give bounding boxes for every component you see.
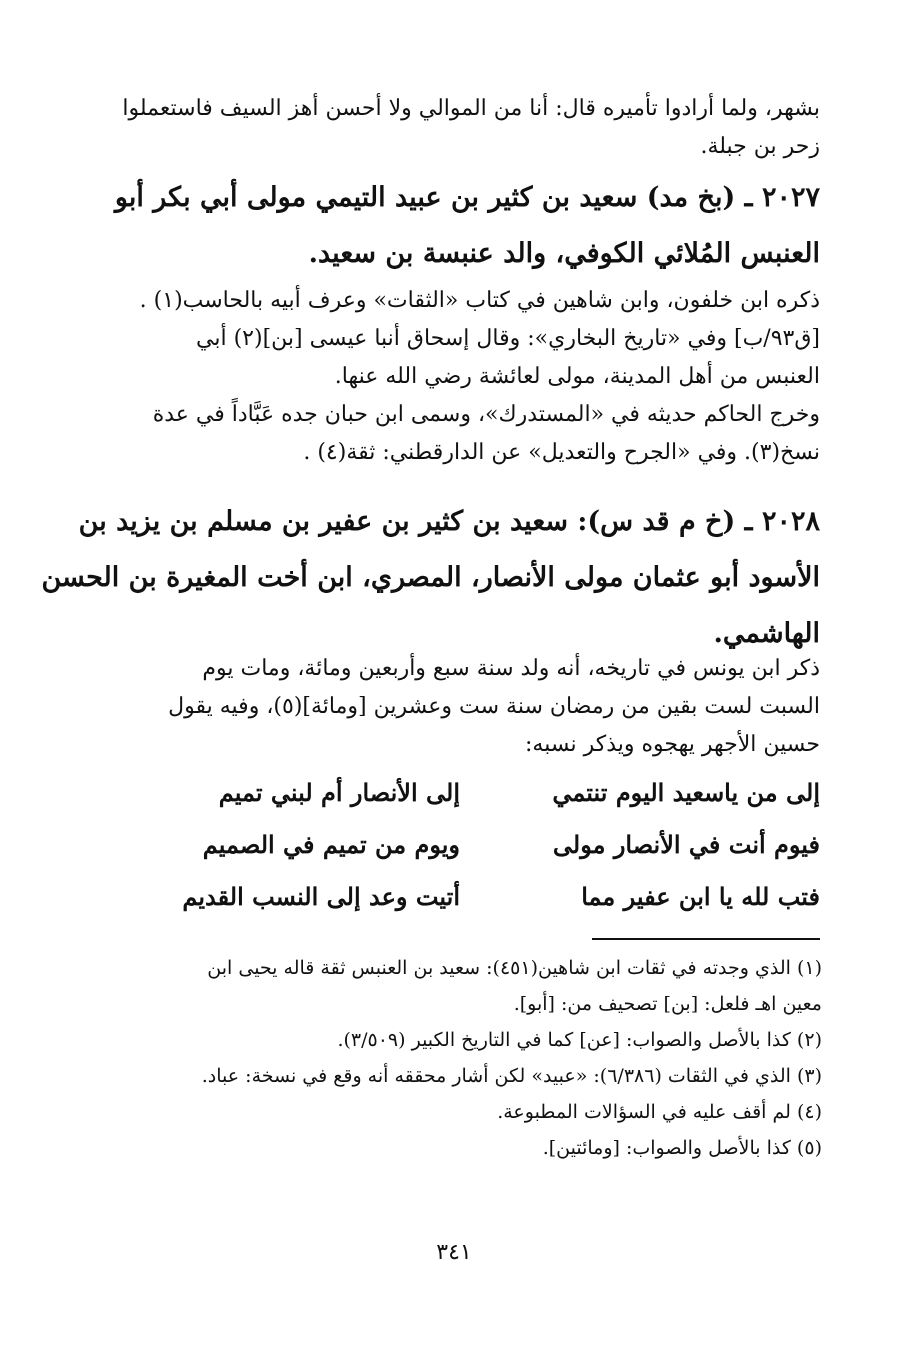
heading-line: العنبس المُلائي الكوفي، والد عنبسة بن سعيد. xyxy=(308,238,820,269)
text-line: وخرج الحاكم حديثه في «المستدرك»، وسمى ابن حبان جده عَبَّاداً في عدة xyxy=(152,402,820,427)
verse-first-hemistich: فتب لله يا ابن عفير مما xyxy=(581,882,820,911)
intro-paragraph xyxy=(120,90,820,166)
entry-2027-body xyxy=(120,282,820,472)
text-line: العنبس من أهل المدينة، مولى لعائشة رضي الله عنها. xyxy=(334,364,820,389)
text-line: زحر بن جبلة. xyxy=(700,134,820,159)
heading-line: الهاشمي. xyxy=(713,618,820,649)
footnote-2: (٢) كذا بالأصل والصواب: [عن] كما في التاريخ الكبير (٣/٥٠٩). xyxy=(337,1029,822,1051)
text-line: ذكر ابن يونس في تاريخه، أنه ولد سنة سبع وأربعين ومائة، ومات يوم xyxy=(202,656,820,681)
footnotes xyxy=(120,950,822,1166)
verse-first-hemistich: فيوم أنت في الأنصار مولى xyxy=(552,830,820,859)
footnote-4: (٤) لم أقف عليه في السؤالات المطبوعة. xyxy=(497,1101,822,1123)
footnote-1: (١) الذي وجدته في ثقات ابن شاهين(٤٥١): سعيد بن العنبس ثقة قاله يحيى ابن xyxy=(207,957,822,979)
verse-first-hemistich: إلى من ياسعيد اليوم تنتمي xyxy=(552,778,820,807)
verse-second-hemistich: ويوم من تميم في الصميم xyxy=(202,830,460,859)
page-number: ٣٤١ xyxy=(436,1240,472,1265)
poem-verse xyxy=(120,830,820,882)
poem-verse xyxy=(120,882,820,934)
heading-line: الأسود أبو عثمان مولى الأنصار، المصري، ابن أخت المغيرة بن الحسن xyxy=(41,562,820,593)
heading-line: ٢٠٢٨ ـ (خ م قد س): سعيد بن كثير بن عفير بن مسلم بن يزيد بن xyxy=(78,506,820,537)
entry-2028-body xyxy=(120,650,820,764)
text-line: السبت لست بقين من رمضان سنة ست وعشرين [ومائة](٥)، وفيه يقول xyxy=(168,694,820,719)
footnote-separator xyxy=(592,938,820,940)
text-line: ذكره ابن خلفون، وابن شاهين في كتاب «الثقات» وعرف أبيه بالحاسب(١) . xyxy=(139,288,820,313)
entry-2027-heading xyxy=(114,170,820,282)
footnote-1-continued: معين اهـ فلعل: [بن] تصحيف من: [أبو]. xyxy=(513,993,822,1015)
footnote-5: (٥) كذا بالأصل والصواب: [ومائتين]. xyxy=(542,1137,822,1159)
poem-verse xyxy=(120,778,820,830)
text-line: نسخ(٣). وفي «الجرح والتعديل» عن الدارقطني: ثقة(٤) . xyxy=(303,440,820,465)
verse-second-hemistich: أتيت وعد إلى النسب القديم xyxy=(182,882,460,911)
text-line: حسين الأجهر يهجوه ويذكر نسبه: xyxy=(525,732,820,757)
text-line: [ق٩٣/ب] وفي «تاريخ البخاري»: وقال إسحاق أنبا عيسى [بن](٢) أبي xyxy=(196,326,820,351)
verse-second-hemistich: إلى الأنصار أم لبني تميم xyxy=(218,778,460,807)
footnote-3: (٣) الذي في الثقات (٦/٣٨٦): «عبيد» لكن أشار محققه أنه وقع في نسخة: عباد. xyxy=(201,1065,822,1087)
text-line: بشهر، ولما أرادوا تأميره قال: أنا من الموالي ولا أحسن أهز السيف فاستعملوا xyxy=(122,96,820,121)
heading-line: ٢٠٢٧ ـ (بخ مد) سعيد بن كثير بن عبيد التيمي مولى أبي بكر أبو xyxy=(114,182,820,213)
entry-2028-heading xyxy=(41,494,820,662)
